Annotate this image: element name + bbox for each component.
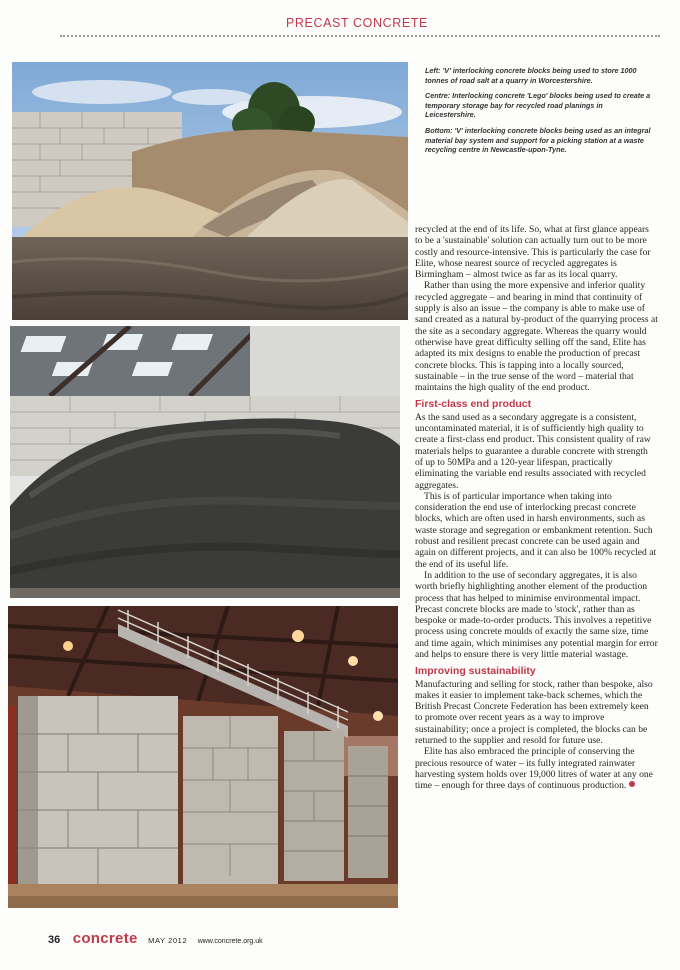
paragraph: recycled at the end of its life. So, what at first glance appears to be a 'sustainable' solution can actually turn out to be more costly and resource-intensive. This is particularly the case for Elite, whose nearest source of recycled aggregates is Birmingham – almost twice as far as its local quarry. xyxy=(415,224,651,281)
section-title: PRECAST CONCRETE xyxy=(285,16,428,30)
page-number: 36 xyxy=(48,934,61,946)
photo-road-planings xyxy=(10,326,400,598)
paragraph-closing xyxy=(415,746,658,791)
paragraph: Manufacturing and selling for stock, rather than bespoke, also makes it easier to implement take-back schemes, which the British Precast Concrete Federation has been extremely keen to promote over recent years as a way to improve sustainability; once a project is completed, the blocks can be returned to the supplier and resold for future use. xyxy=(415,678,653,747)
subheading-first-class: First-class end product xyxy=(415,398,532,411)
caption-bottom: Bottom: 'V' interlocking concrete blocks being used as an integral material bay system and support for a picking station at a waste recycling centre in Newcastle-upon-Tyne. xyxy=(425,125,651,155)
header-divider xyxy=(60,35,660,37)
magazine-logo: concrete xyxy=(72,930,138,947)
caption-left: Left: 'V' interlocking concrete blocks being used to store 1000 tonnes of road salt at a quarry in Worcestershire. xyxy=(425,66,637,85)
subheading-sustainability: Improving sustainability xyxy=(415,665,536,678)
photo-salt-storage xyxy=(12,62,408,320)
issue-date: MAY 2012 xyxy=(148,936,188,945)
closing-text: Elite has also embraced the principle of conserving the precious resource of water – its fully integrated rainwater harvesting system holds over 19,000 litres of water at any one time – enough for three days of continuous production. xyxy=(415,746,653,792)
page-header xyxy=(60,16,660,46)
paragraph: Rather than using the more expensive and inferior quality recycled aggregate – and bearing in mind that continuity of supply is also an issue – the company is able to make use of sand created as a natural by-product of the quarrying process at the site as a secondary aggregate. Whereas the quarry would otherwise have great difficulty selling off the sand, Elite has adapted its mix designs to enable the production of precast concrete blocks. This is tapping into a locally sourced, sustainable – in the true sense of the word – material that maintains the high quality of the end product. xyxy=(415,280,658,394)
photo-captions xyxy=(425,66,655,161)
paragraph: As the sand used as a secondary aggregate is a consistent, uncontaminated material, it is of sufficiently high quality to create a first-class end product. This consistent quality of raw materials helps to guarantee a durable concrete with strength of up to 50MPa and a 120-year lifespan, practically eliminating the variable end results associated with recycled aggregates. xyxy=(415,411,651,491)
photo-recycling-centre xyxy=(8,606,398,908)
page-footer xyxy=(48,930,263,948)
article-body xyxy=(415,224,658,792)
paragraph: This is of particular importance when taking into consideration the end use of interlocking precast concrete blocks, which are often used in harsh environments, such as waste storage and segregation or embankment retention. Such robust and resilient precast concrete can be used again and again on different projects, and it can also be 100% recycled at the end of its useful life. xyxy=(415,490,657,570)
website-url: www.concrete.org.uk xyxy=(197,938,263,945)
caption-centre: Centre: Interlocking concrete 'Lego' blocks being used to create a temporary storage bay for recycled road planings in Leicestershire. xyxy=(425,91,651,120)
paragraph: In addition to the use of secondary aggregates, it is also worth briefly highlighting another element of the production process that has helped to minimise environmental impact. Precast concrete blocks are made to 'stock', rather than as bespoke or made-to-order products. This involves a repetitive process using concrete moulds of exactly the same size, time and time again, which minimises any potential margin for error and helps to ensure there is very little material wastage. xyxy=(415,569,658,660)
end-of-article-icon xyxy=(629,781,635,787)
